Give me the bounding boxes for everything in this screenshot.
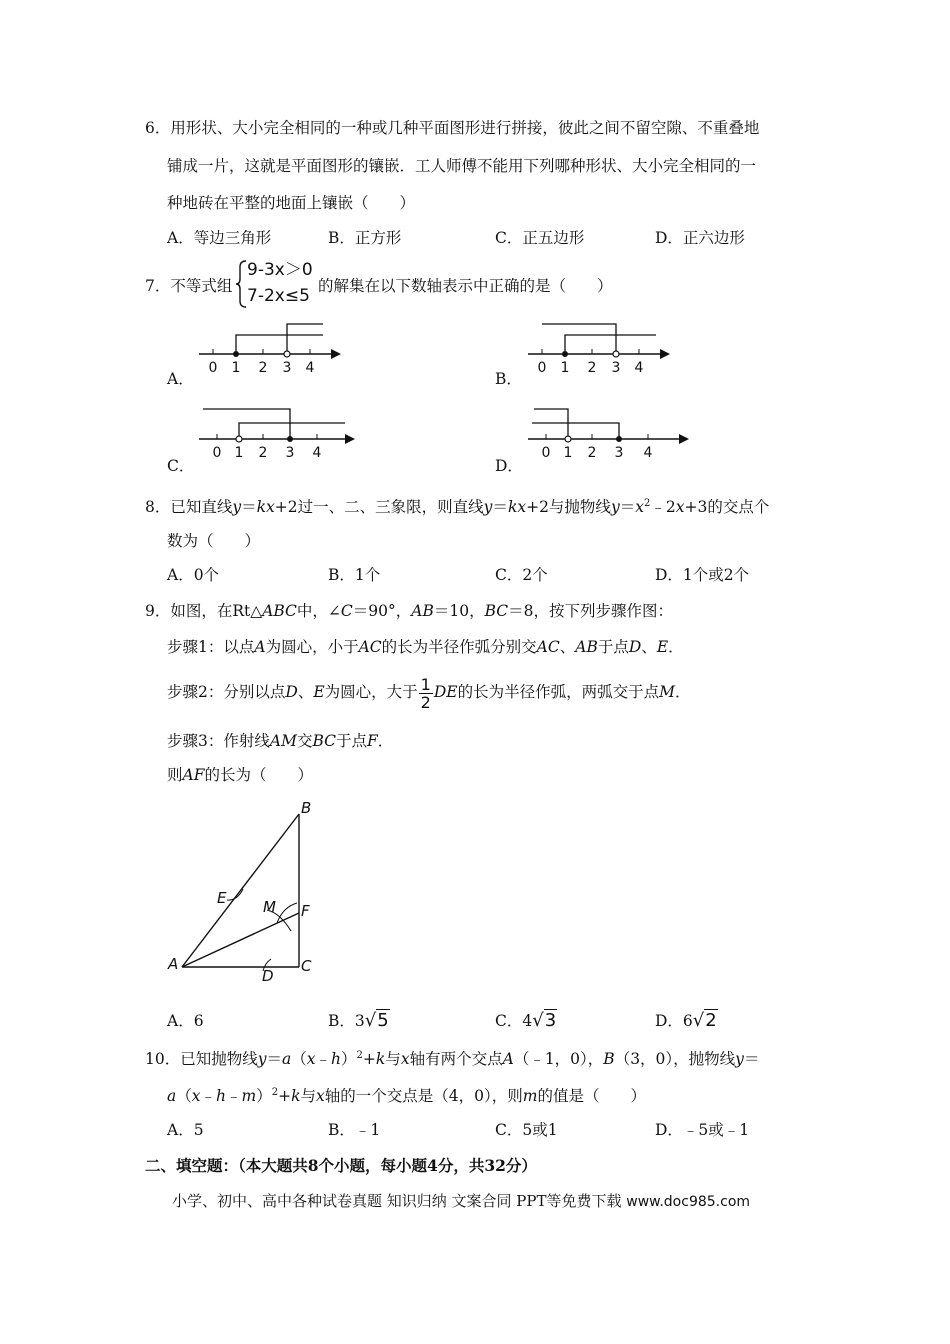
q8-line-1: 8．已知直线y＝kx+2过一、二、三象限，则直线y＝kx+2与抛物线$y=x^2﹣2x+3$的交点个 xyxy=(145,498,770,517)
point-label-e: E xyxy=(217,889,227,907)
q10-option-d: D．﹣5或﹣1 xyxy=(655,1121,750,1139)
tick-label: 3 xyxy=(285,445,295,461)
tick-label: 2 xyxy=(587,445,597,461)
q8-option-a: A．0个 xyxy=(167,566,220,584)
tick-label: 3 xyxy=(282,360,292,376)
q9-question: 则AF的长为（ ） xyxy=(167,766,313,784)
q6-line-1: 6．用形状、大小完全相同的一种或几种平面图形进行拼接，彼此之间不留空隙、不重叠地 xyxy=(145,119,760,137)
tick-label: 1 xyxy=(231,360,241,376)
q8-line-2: 数为（ ） xyxy=(167,532,261,550)
q10-line-2: a（x﹣h﹣m）$^2$+k与x轴的一个交点是（4，0），则m的值是（ ） xyxy=(167,1087,646,1106)
q9-triangle-figure xyxy=(165,795,335,990)
q9-option-d: D．6√2 xyxy=(655,1010,717,1031)
vertex-label-c: C xyxy=(301,957,312,975)
tick-label: 1 xyxy=(234,445,244,461)
tick-label: 4 xyxy=(305,360,315,376)
q10-option-b: B．﹣1 xyxy=(328,1121,381,1139)
q9-step-2: 步骤2：分别以点D、E为圆心，大于 $\frac{1}{2}$ DE的长为半径作弧，两弧交于点M． xyxy=(167,674,691,712)
q7-number-line-b xyxy=(524,318,674,378)
q7-option-d-label: D． xyxy=(495,457,523,475)
q8-option-b: B．1个 xyxy=(328,566,381,584)
q7-inequality-1: 9-3x＞0 xyxy=(247,260,313,280)
q9-step-1: 步骤1：以点A为圆心，小于AC的长为半径作弧分别交AC、AB于点D、E． xyxy=(167,638,684,656)
q8-option-d: D．1个或2个 xyxy=(655,566,750,584)
tick-label: 1 xyxy=(563,445,573,461)
q10-option-a: A．5 xyxy=(167,1121,204,1139)
q6-line-2: 铺成一片，这就是平面图形的镶嵌．工人师傅不能用下列哪种形状、大小完全相同的一 xyxy=(167,157,757,175)
tick-label: 3 xyxy=(614,445,624,461)
q6-option-b: B．正方形 xyxy=(328,229,402,247)
tick-label: 4 xyxy=(634,360,644,376)
q9-option-b: B．3√5 xyxy=(328,1010,389,1031)
tick-label: 2 xyxy=(258,360,268,376)
sqrt-icon: √2 xyxy=(692,1010,717,1031)
point-label-d: D xyxy=(262,967,274,985)
tick-label: 0 xyxy=(212,445,222,461)
sqrt-icon: √3 xyxy=(532,1010,557,1031)
q7-number-line-c xyxy=(195,403,370,463)
q8-option-c: C．2个 xyxy=(495,566,548,584)
tick-label: 1 xyxy=(560,360,570,376)
q10-line-1: 10．已知抛物线y＝a（x﹣h）$^2$+k与x轴有两个交点A（﹣1，0），B（3，0），抛物线y＝ xyxy=(145,1050,760,1069)
page-footer xyxy=(172,1190,750,1211)
q7-inequality-2: 7-2x≤5 xyxy=(247,286,310,306)
q7-option-c-label: C． xyxy=(167,457,195,475)
tick-label: 0 xyxy=(537,360,547,376)
tick-label: 0 xyxy=(208,360,218,376)
q7-option-b-label: B． xyxy=(495,370,522,388)
fraction-one-half: $\frac{1}{2}$ xyxy=(420,674,431,712)
section-2-heading: 二、填空题：（本大题共8个小题，每小题4分，共32分） xyxy=(145,1156,537,1175)
q6-option-c: C．正五边形 xyxy=(495,229,585,247)
tick-label: 2 xyxy=(258,445,268,461)
point-label-f: F xyxy=(301,902,310,920)
q9-option-c: C．4√3 xyxy=(495,1010,557,1031)
q10-option-c: C．5或1 xyxy=(495,1121,558,1139)
q6-option-d: D．正六边形 xyxy=(655,229,745,247)
q7-brace xyxy=(234,259,248,309)
tick-label: 4 xyxy=(312,445,322,461)
sqrt-icon: √5 xyxy=(364,1010,389,1031)
footer-text: 小学、初中、高中各种试卷真题 知识归纳 文案合同 PPT等免费下载 xyxy=(172,1192,622,1210)
q9-option-a: A．6 xyxy=(167,1012,204,1030)
q7-prefix: 7．不等式组 xyxy=(145,277,233,295)
q7-number-line-a xyxy=(195,318,345,378)
vertex-label-a: A xyxy=(168,955,179,973)
q6-option-a: A．等边三角形 xyxy=(167,229,272,247)
tick-label: 4 xyxy=(643,445,653,461)
tick-label: 0 xyxy=(541,445,551,461)
q7-suffix: 的解集在以下数轴表示中正确的是（ ） xyxy=(318,277,613,295)
point-label-m: M xyxy=(263,898,276,916)
q9-line-1: 9．如图，在Rt△ABC中，∠C＝90°，AB＝10，BC＝8，按下列步骤作图： xyxy=(145,602,674,620)
q7-option-a-label: A． xyxy=(167,370,194,388)
tick-label: 3 xyxy=(611,360,621,376)
footer-url[interactable]: www.doc985.com xyxy=(626,1194,751,1210)
q7-number-line-d xyxy=(524,403,699,463)
tick-label: 2 xyxy=(587,360,597,376)
q9-step-3: 步骤3：作射线AM交BC于点F． xyxy=(167,732,394,750)
vertex-label-b: B xyxy=(301,799,312,817)
q6-line-3: 种地砖在平整的地面上镶嵌（ ） xyxy=(167,194,416,212)
